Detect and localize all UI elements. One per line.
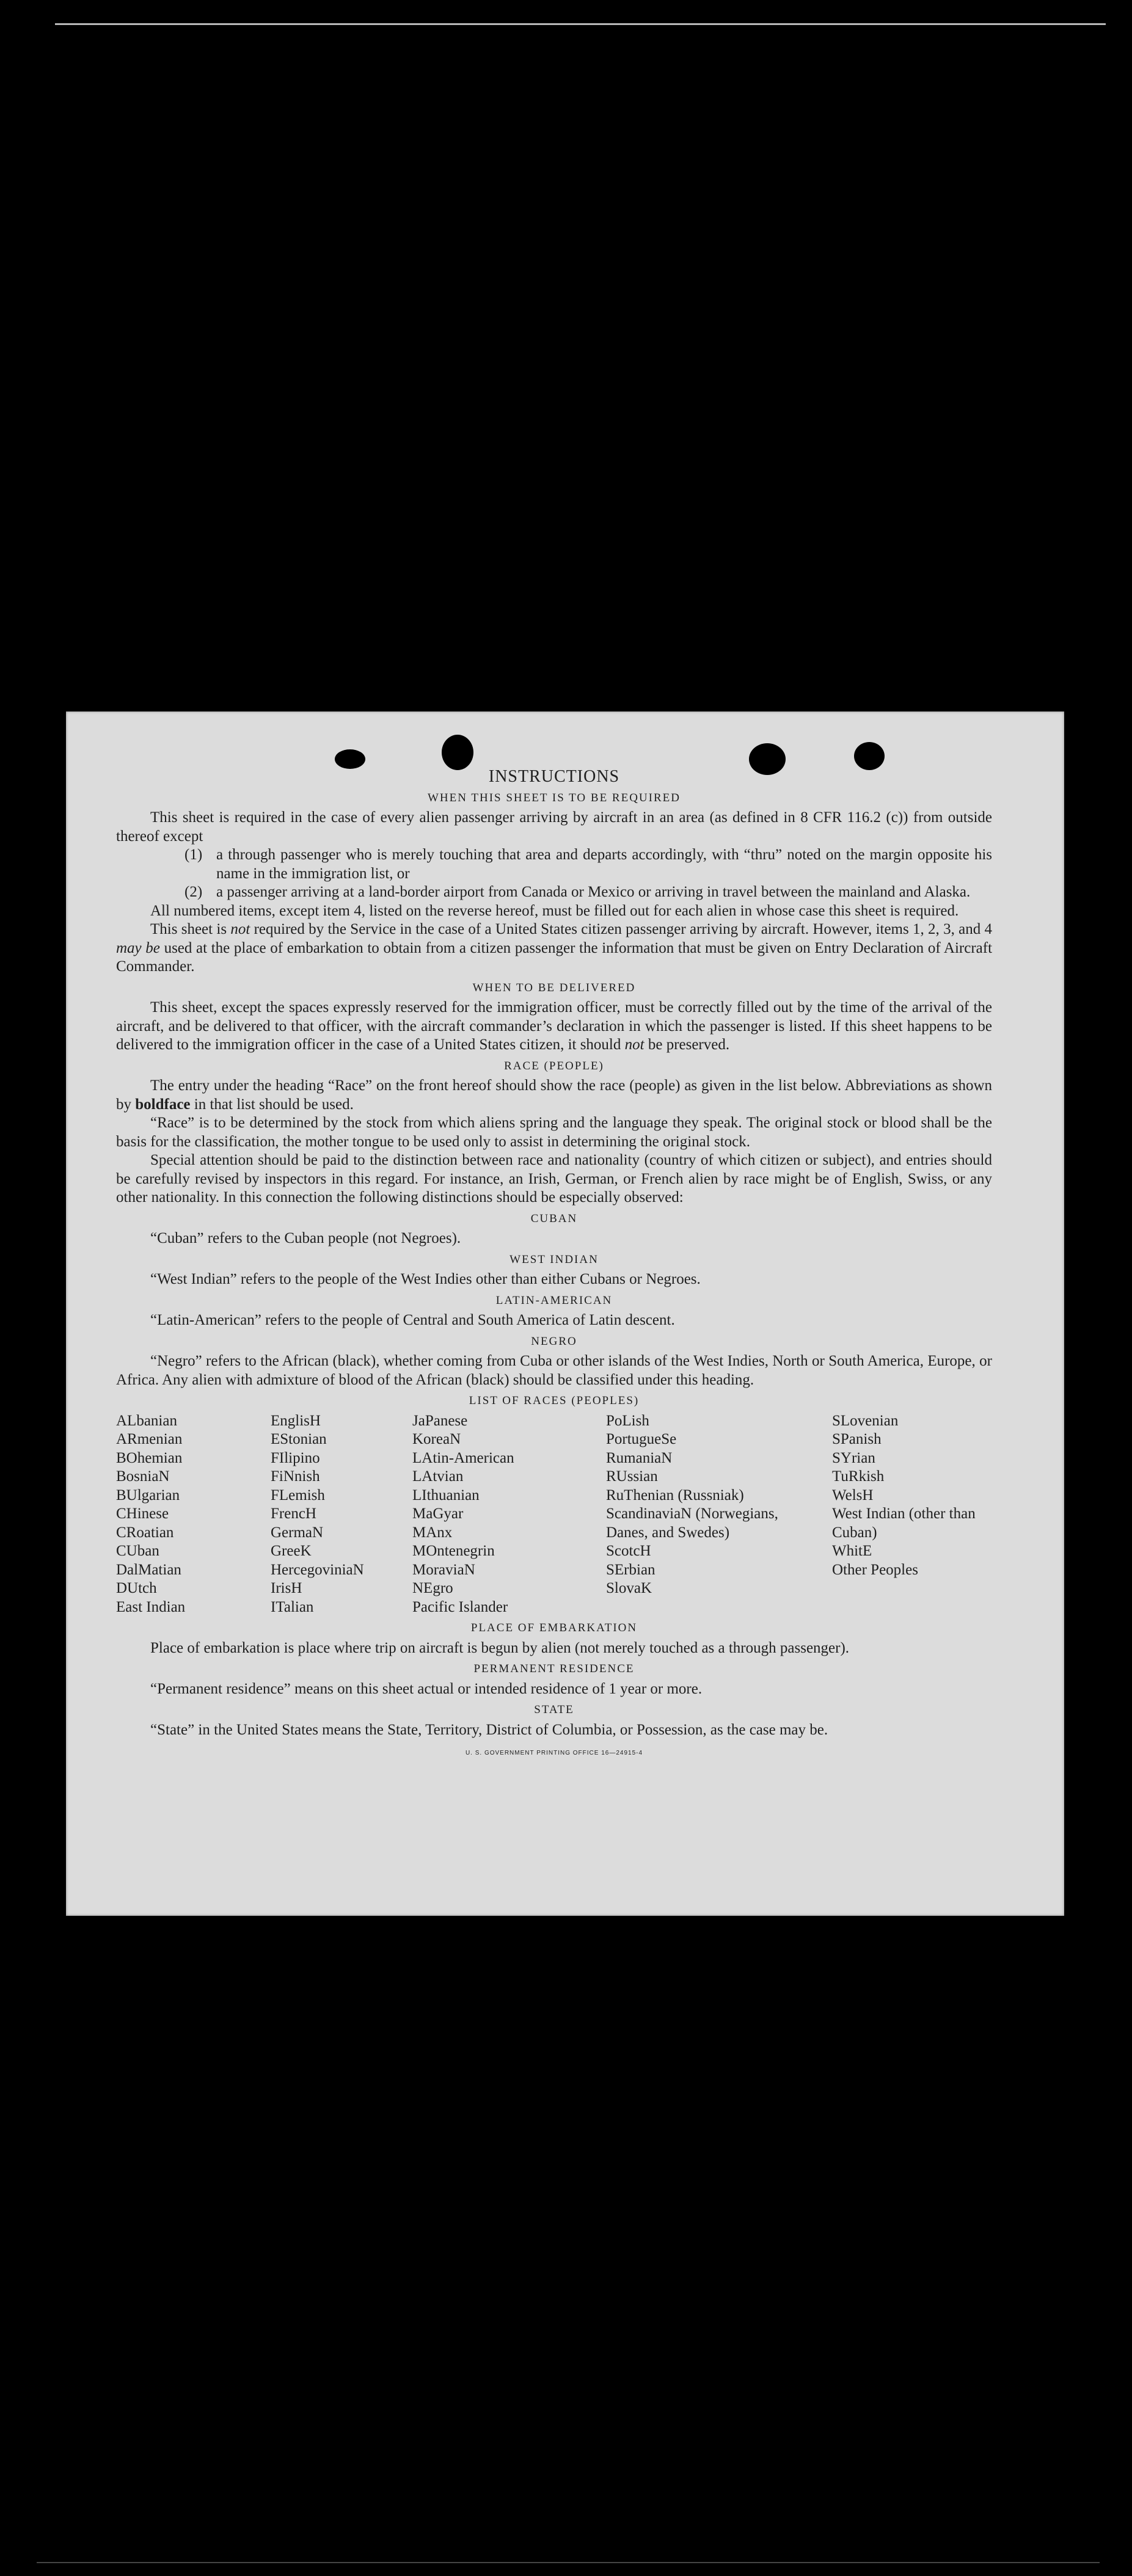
- paragraph: This sheet, except the spaces expressly reserved for the immigration officer, must be correctly filled out by the time of the arrival of the aircraft, and be delivered to that officer, with the aircraft commander’s declaration in which the passenger is listed. If this sheet happens to be delivered to the immigration officer in the case of a United States citizen, it should not be preserved.: [116, 999, 992, 1053]
- section-heading: PERMANENT RESIDENCE: [473, 1662, 635, 1675]
- instruction-sheet: [66, 711, 1064, 1916]
- race-item: RuThenian (Russniak): [606, 1486, 744, 1504]
- list-item: [184, 883, 992, 902]
- item-text: a through passenger who is merely touching that area and departs accordingly, with “thru” noted on the margin opposite his name in the immigration list, or: [216, 846, 992, 882]
- punch-hole: [442, 735, 473, 770]
- sheet-content: [116, 768, 992, 1763]
- race-item: DUtch: [116, 1580, 157, 1596]
- race-item: MOntenegrin: [412, 1543, 495, 1559]
- race-item: DalMatian: [116, 1561, 181, 1578]
- section-heading: LATIN-AMERICAN: [495, 1293, 613, 1307]
- race-column: [271, 1412, 412, 1617]
- race-item: PortugueSe: [606, 1431, 677, 1447]
- race-item: WelsH: [832, 1486, 874, 1504]
- race-item: Pacific Islander: [412, 1598, 508, 1615]
- race-item: LAtin-American: [412, 1449, 514, 1466]
- printer-note: U. S. GOVERNMENT PRINTING OFFICE 16—24915-4: [465, 1750, 643, 1756]
- race-item: GermaN: [271, 1524, 324, 1541]
- race-item: JaPanese: [412, 1412, 468, 1429]
- race-item: SlovaK: [606, 1580, 652, 1596]
- race-item: BOhemian: [116, 1449, 183, 1466]
- top-edge-line: [55, 23, 1106, 25]
- paragraph: All numbered items, except item 4, listed on the reverse hereof, must be filled out for each alien in whose case this sheet is required.: [150, 902, 959, 919]
- race-item: ScandinaviaN (Norwegians, Danes, and Swedes): [606, 1505, 778, 1541]
- race-item: ScotcH: [606, 1543, 651, 1559]
- paragraph: This sheet is not required by the Service in the case of a United States citizen passenger arriving by aircraft. However, items 1, 2, 3, and 4 may be used at the place of embarkation to obtain from a citizen passenger the information that must be given on Entry Declaration of Aircraft Commander.: [116, 921, 993, 975]
- paragraph: “Latin-American” refers to the people of Central and South America of Latin descent.: [150, 1312, 675, 1328]
- race-item: SErbian: [606, 1561, 655, 1578]
- race-item: ALbanian: [116, 1412, 177, 1429]
- punch-hole: [335, 749, 365, 769]
- paragraph: “State” in the United States means the State, Territory, District of Columbia, or Possession, as the case may be.: [150, 1721, 828, 1738]
- race-item: HercegoviniaN: [271, 1561, 364, 1578]
- race-item: FLemish: [271, 1486, 325, 1504]
- race-item: BUlgarian: [116, 1486, 180, 1504]
- race-item: TuRkish: [832, 1468, 885, 1485]
- race-column: [832, 1412, 992, 1617]
- race-item: CRoatian: [116, 1524, 174, 1541]
- race-item: EnglisH: [271, 1412, 321, 1429]
- race-item: CHinese: [116, 1505, 169, 1522]
- race-item: ARmenian: [116, 1431, 183, 1447]
- race-item: BosniaN: [116, 1468, 170, 1485]
- section-heading: WHEN THIS SHEET IS TO BE REQUIRED: [428, 791, 681, 804]
- race-item: EStonian: [271, 1431, 327, 1447]
- race-item: SPanish: [832, 1431, 882, 1447]
- race-column: [116, 1412, 271, 1617]
- race-item: SYrian: [832, 1449, 875, 1466]
- race-item: SLovenian: [832, 1412, 899, 1429]
- race-item: MoraviaN: [412, 1561, 475, 1578]
- race-item: IrisH: [271, 1580, 302, 1596]
- paragraph: Special attention should be paid to the distinction between race and nationality (country of which citizen or subject), and entries should be carefully revised by inspectors in this regard. For instance, an Irish, German, or French alien by race might be of English, Swiss, or any other nationality. In this connection the following distinctions should be especially observed:: [116, 1152, 992, 1206]
- race-item: Other Peoples: [832, 1561, 918, 1578]
- race-item: CUban: [116, 1543, 159, 1559]
- punch-hole: [854, 742, 885, 770]
- section-heading: CUBAN: [530, 1212, 578, 1225]
- paragraph: The entry under the heading “Race” on the front hereof should show the race (people) as given in the list below. Abbreviations as shown by boldface in that list should be used.: [116, 1077, 992, 1113]
- paragraph: “West Indian” refers to the people of the West Indies other than either Cubans or Negroes.: [150, 1271, 701, 1287]
- paragraph: “Negro” refers to the African (black), whether coming from Cuba or other islands of the West Indies, North or South America, Europe, or Africa. Any alien with admixture of blood of the African (black) should be classified under this heading.: [116, 1353, 992, 1388]
- section-heading: PLACE OF EMBARKATION: [470, 1621, 638, 1634]
- item-number: (1): [184, 846, 203, 863]
- section-heading: LIST OF RACES (PEOPLES): [469, 1394, 640, 1407]
- paragraph: “Race” is to be determined by the stock from which aliens spring and the language they speak. The original stock or blood shall be the basis for the classification, the mother tongue to be used only to assist in determining the original stock.: [116, 1115, 992, 1150]
- race-column: [606, 1412, 832, 1617]
- list-item: [184, 846, 992, 883]
- race-item: LIthuanian: [412, 1486, 480, 1504]
- race-item: LAtvian: [412, 1468, 464, 1485]
- race-item: KoreaN: [412, 1431, 461, 1447]
- race-item: ITalian: [271, 1598, 314, 1615]
- paragraph: This sheet is required in the case of every alien passenger arriving by aircraft in an area (as defined in 8 CFR 116.2 (c)) from outside thereof except: [116, 809, 992, 845]
- section-heading: WHEN TO BE DELIVERED: [472, 981, 636, 994]
- race-list: [116, 1412, 992, 1617]
- race-item: RumaniaN: [606, 1449, 673, 1466]
- race-item: West Indian (other than Cuban): [832, 1505, 976, 1541]
- section-heading: RACE (PEOPLE): [504, 1059, 604, 1072]
- section-heading: STATE: [534, 1703, 574, 1716]
- race-item: GreeK: [271, 1543, 312, 1559]
- race-item: WhitE: [832, 1543, 872, 1559]
- race-item: East Indian: [116, 1598, 186, 1615]
- race-item: FiNnish: [271, 1468, 320, 1485]
- item-number: (2): [184, 884, 203, 900]
- page-title: INSTRUCTIONS: [488, 767, 620, 786]
- section-heading: WEST INDIAN: [509, 1253, 599, 1266]
- section-heading: NEGRO: [531, 1334, 577, 1348]
- race-item: FIlipino: [271, 1449, 320, 1466]
- race-item: NEgro: [412, 1580, 453, 1596]
- paragraph: “Permanent residence” means on this sheet actual or intended residence of 1 year or more.: [150, 1680, 703, 1697]
- race-item: FrencH: [271, 1505, 316, 1522]
- paragraph: Place of embarkation is place where trip on aircraft is begun by alien (not merely touched as a through passenger).: [150, 1639, 850, 1656]
- race-item: PoLish: [606, 1412, 649, 1429]
- item-text: a passenger arriving at a land-border airport from Canada or Mexico or arriving in travel between the mainland and Alaska.: [216, 884, 971, 900]
- race-column: [412, 1412, 606, 1617]
- bottom-edge-line: [37, 2562, 1100, 2563]
- race-item: MaGyar: [412, 1505, 464, 1522]
- paragraph: “Cuban” refers to the Cuban people (not Negroes).: [150, 1230, 461, 1246]
- race-item: MAnx: [412, 1524, 453, 1541]
- race-item: RUssian: [606, 1468, 658, 1485]
